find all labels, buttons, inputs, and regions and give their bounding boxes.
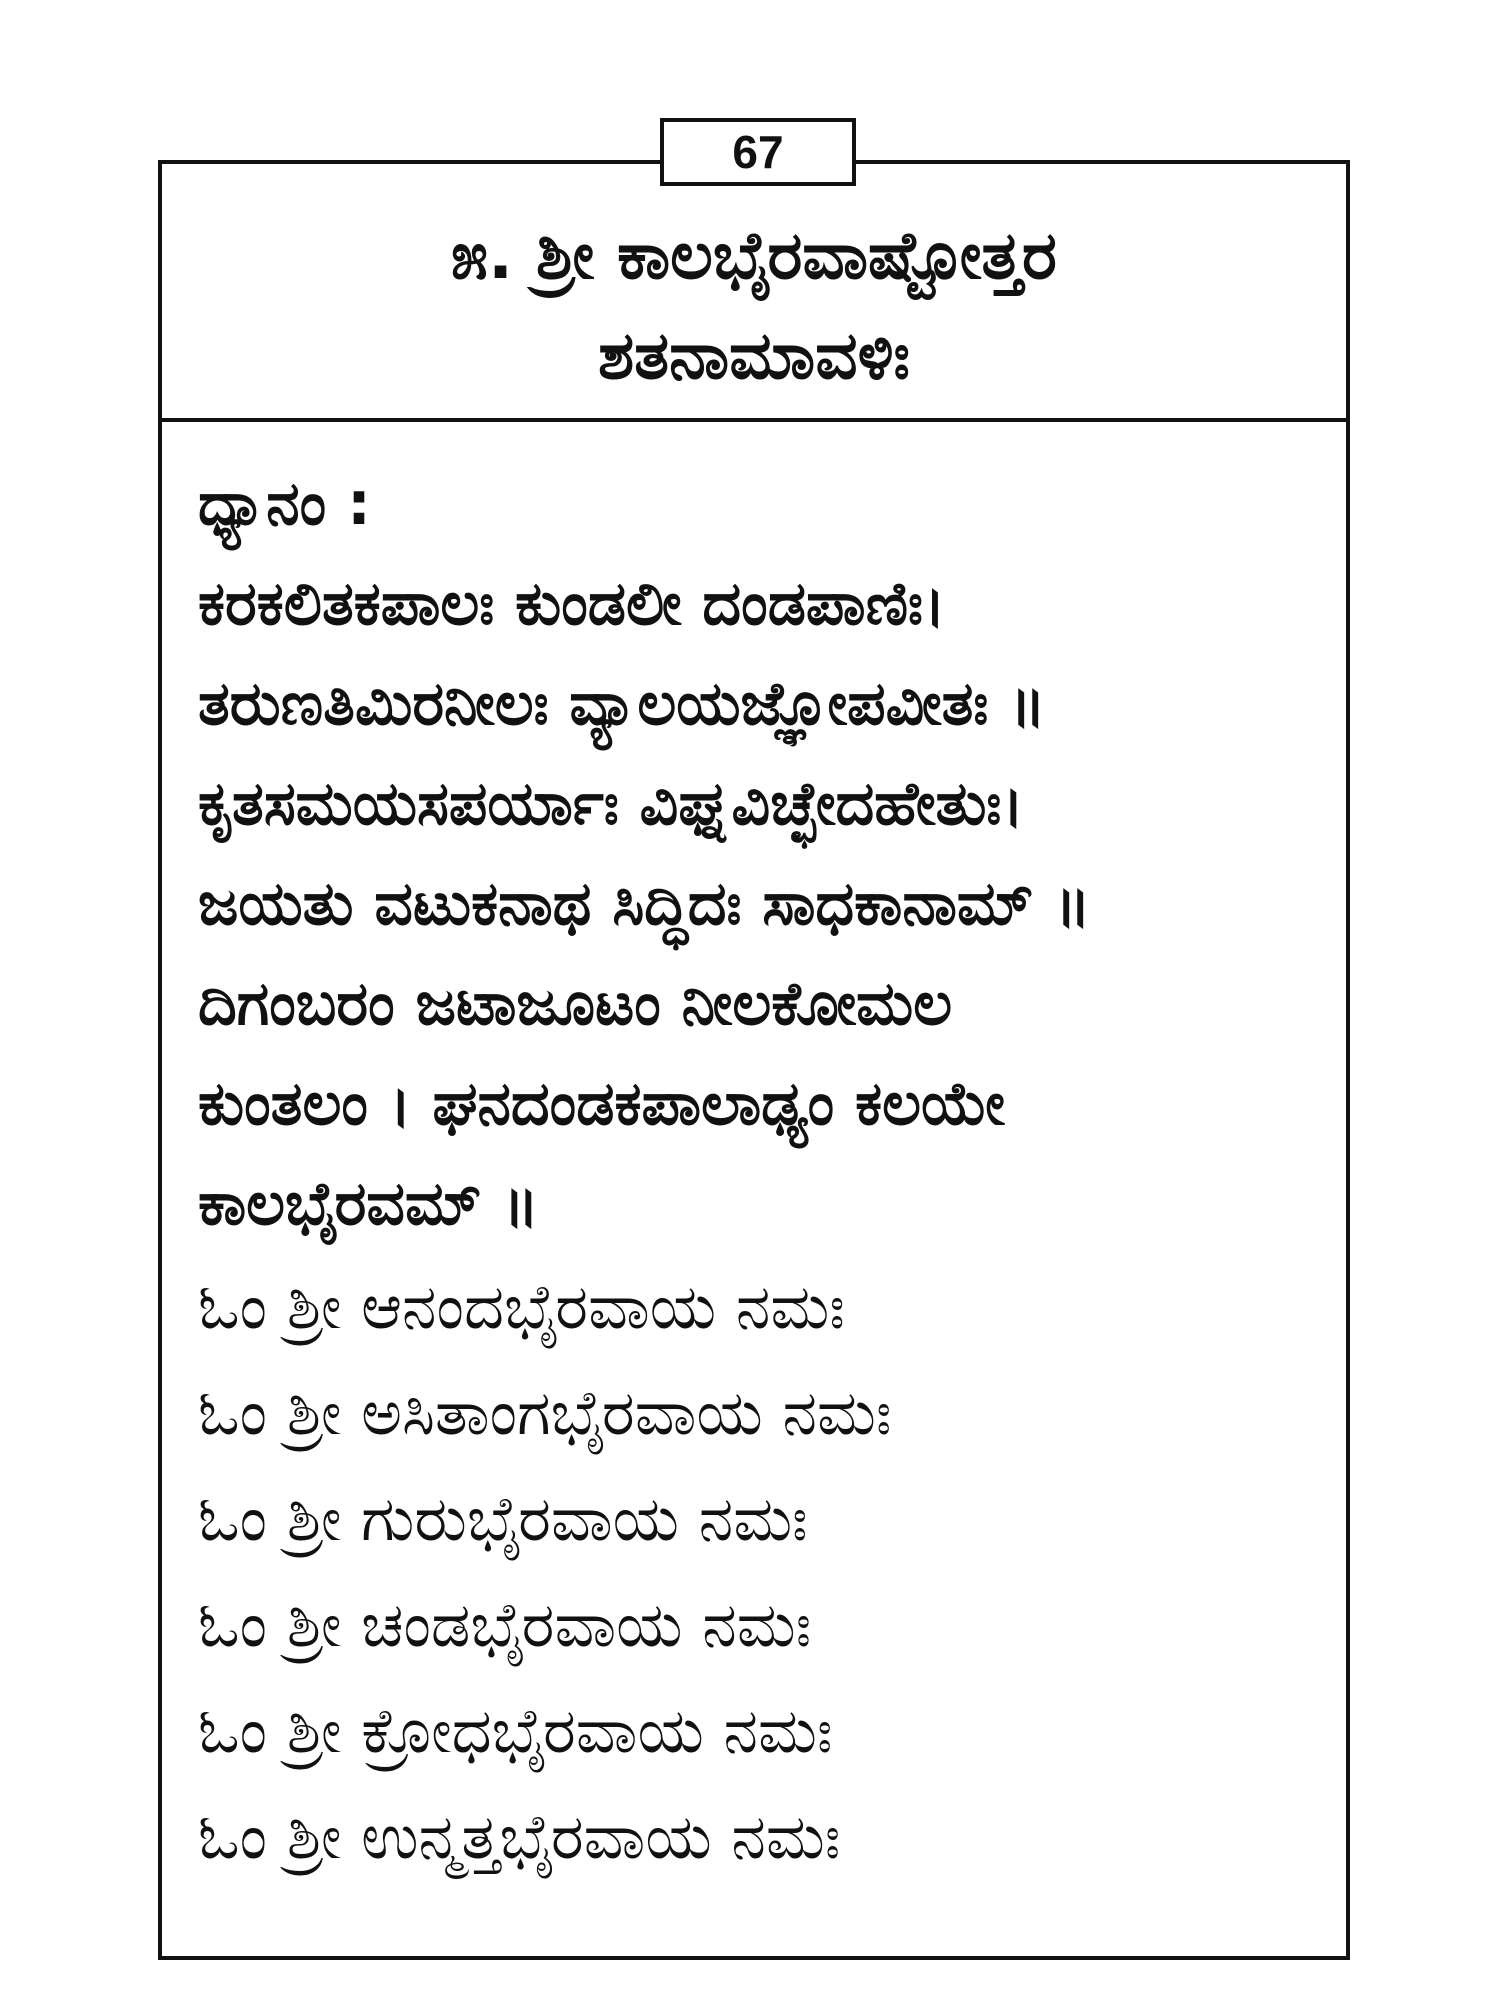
dhyanam-line: ಕರಕಲಿತಕಪಾಲಃ ಕುಂಡಲೀ ದಂಡಪಾಣಿಃ। [198, 569, 946, 639]
name-line: ಓಂ ಶ್ರೀ ಆನಂದಭೈರವಾಯ ನಮಃ [198, 1270, 845, 1343]
dhyanam-line: ದಿಗಂಬರಂ ಜಟಾಜೂಟಂ ನೀಲಕೋಮಲ [198, 969, 953, 1039]
name-line: ಓಂ ಶ್ರೀ ಚಂಡಭೈರವಾಯ ನಮಃ [198, 1588, 812, 1661]
dhyanam-line: ತರುಣತಿಮಿರನೀಲಃ ವ್ಯಾಲಯಜ್ಞೋಪವೀತಃ ॥ [198, 669, 1046, 739]
name-line: ಓಂ ಶ್ರೀ ಕ್ರೋಧಭೈರವಾಯ ನಮಃ [198, 1694, 833, 1767]
text-body [198, 454, 1320, 1890]
dhyanam-line: ಕಾಲಭೈರವಮ್ ॥ [198, 1169, 539, 1239]
name-line: ಓಂ ಶ್ರೀ ಅಸಿತಾಂಗಭೈರವಾಯ ನಮಃ [198, 1376, 892, 1449]
page-number: 67 [732, 126, 784, 178]
title-header [162, 164, 1346, 422]
page-title-line-1: ೫. ಶ್ರೀ ಕಾಲಭೈರವಾಷ್ಟೋತ್ತರ [451, 217, 1057, 294]
dhyanam-line: ಕೃತಸಮಯಸಪರ್ಯಾಃ ವಿಘ್ನವಿಚ್ಛೇದಹೇತುಃ। [198, 769, 1025, 839]
name-line: ಓಂ ಶ್ರೀ ಗುರುಭೈರವಾಯ ನಮಃ [198, 1482, 808, 1555]
page-frame [158, 160, 1350, 1960]
dhyanam-line: ಕುಂತಲಂ । ಘನದಂಡಕಪಾಲಾಢ್ಯಂ ಕಲಯೇ [198, 1069, 1005, 1139]
dhyanam-heading: ಧ್ಯಾನಂ : [198, 469, 372, 539]
dhyanam-line: ಜಯತು ವಟುಕನಾಥ ಸಿದ್ಧಿದಃ ಸಾಧಕಾನಾಮ್ ॥ [198, 869, 1091, 939]
name-line: ಓಂ ಶ್ರೀ ಉನ್ಮತ್ತಭೈರವಾಯ ನಮಃ [198, 1800, 841, 1873]
page-title-line-2: ಶತನಾಮಾವಳಿಃ [598, 317, 910, 394]
page-number-box [660, 118, 856, 186]
